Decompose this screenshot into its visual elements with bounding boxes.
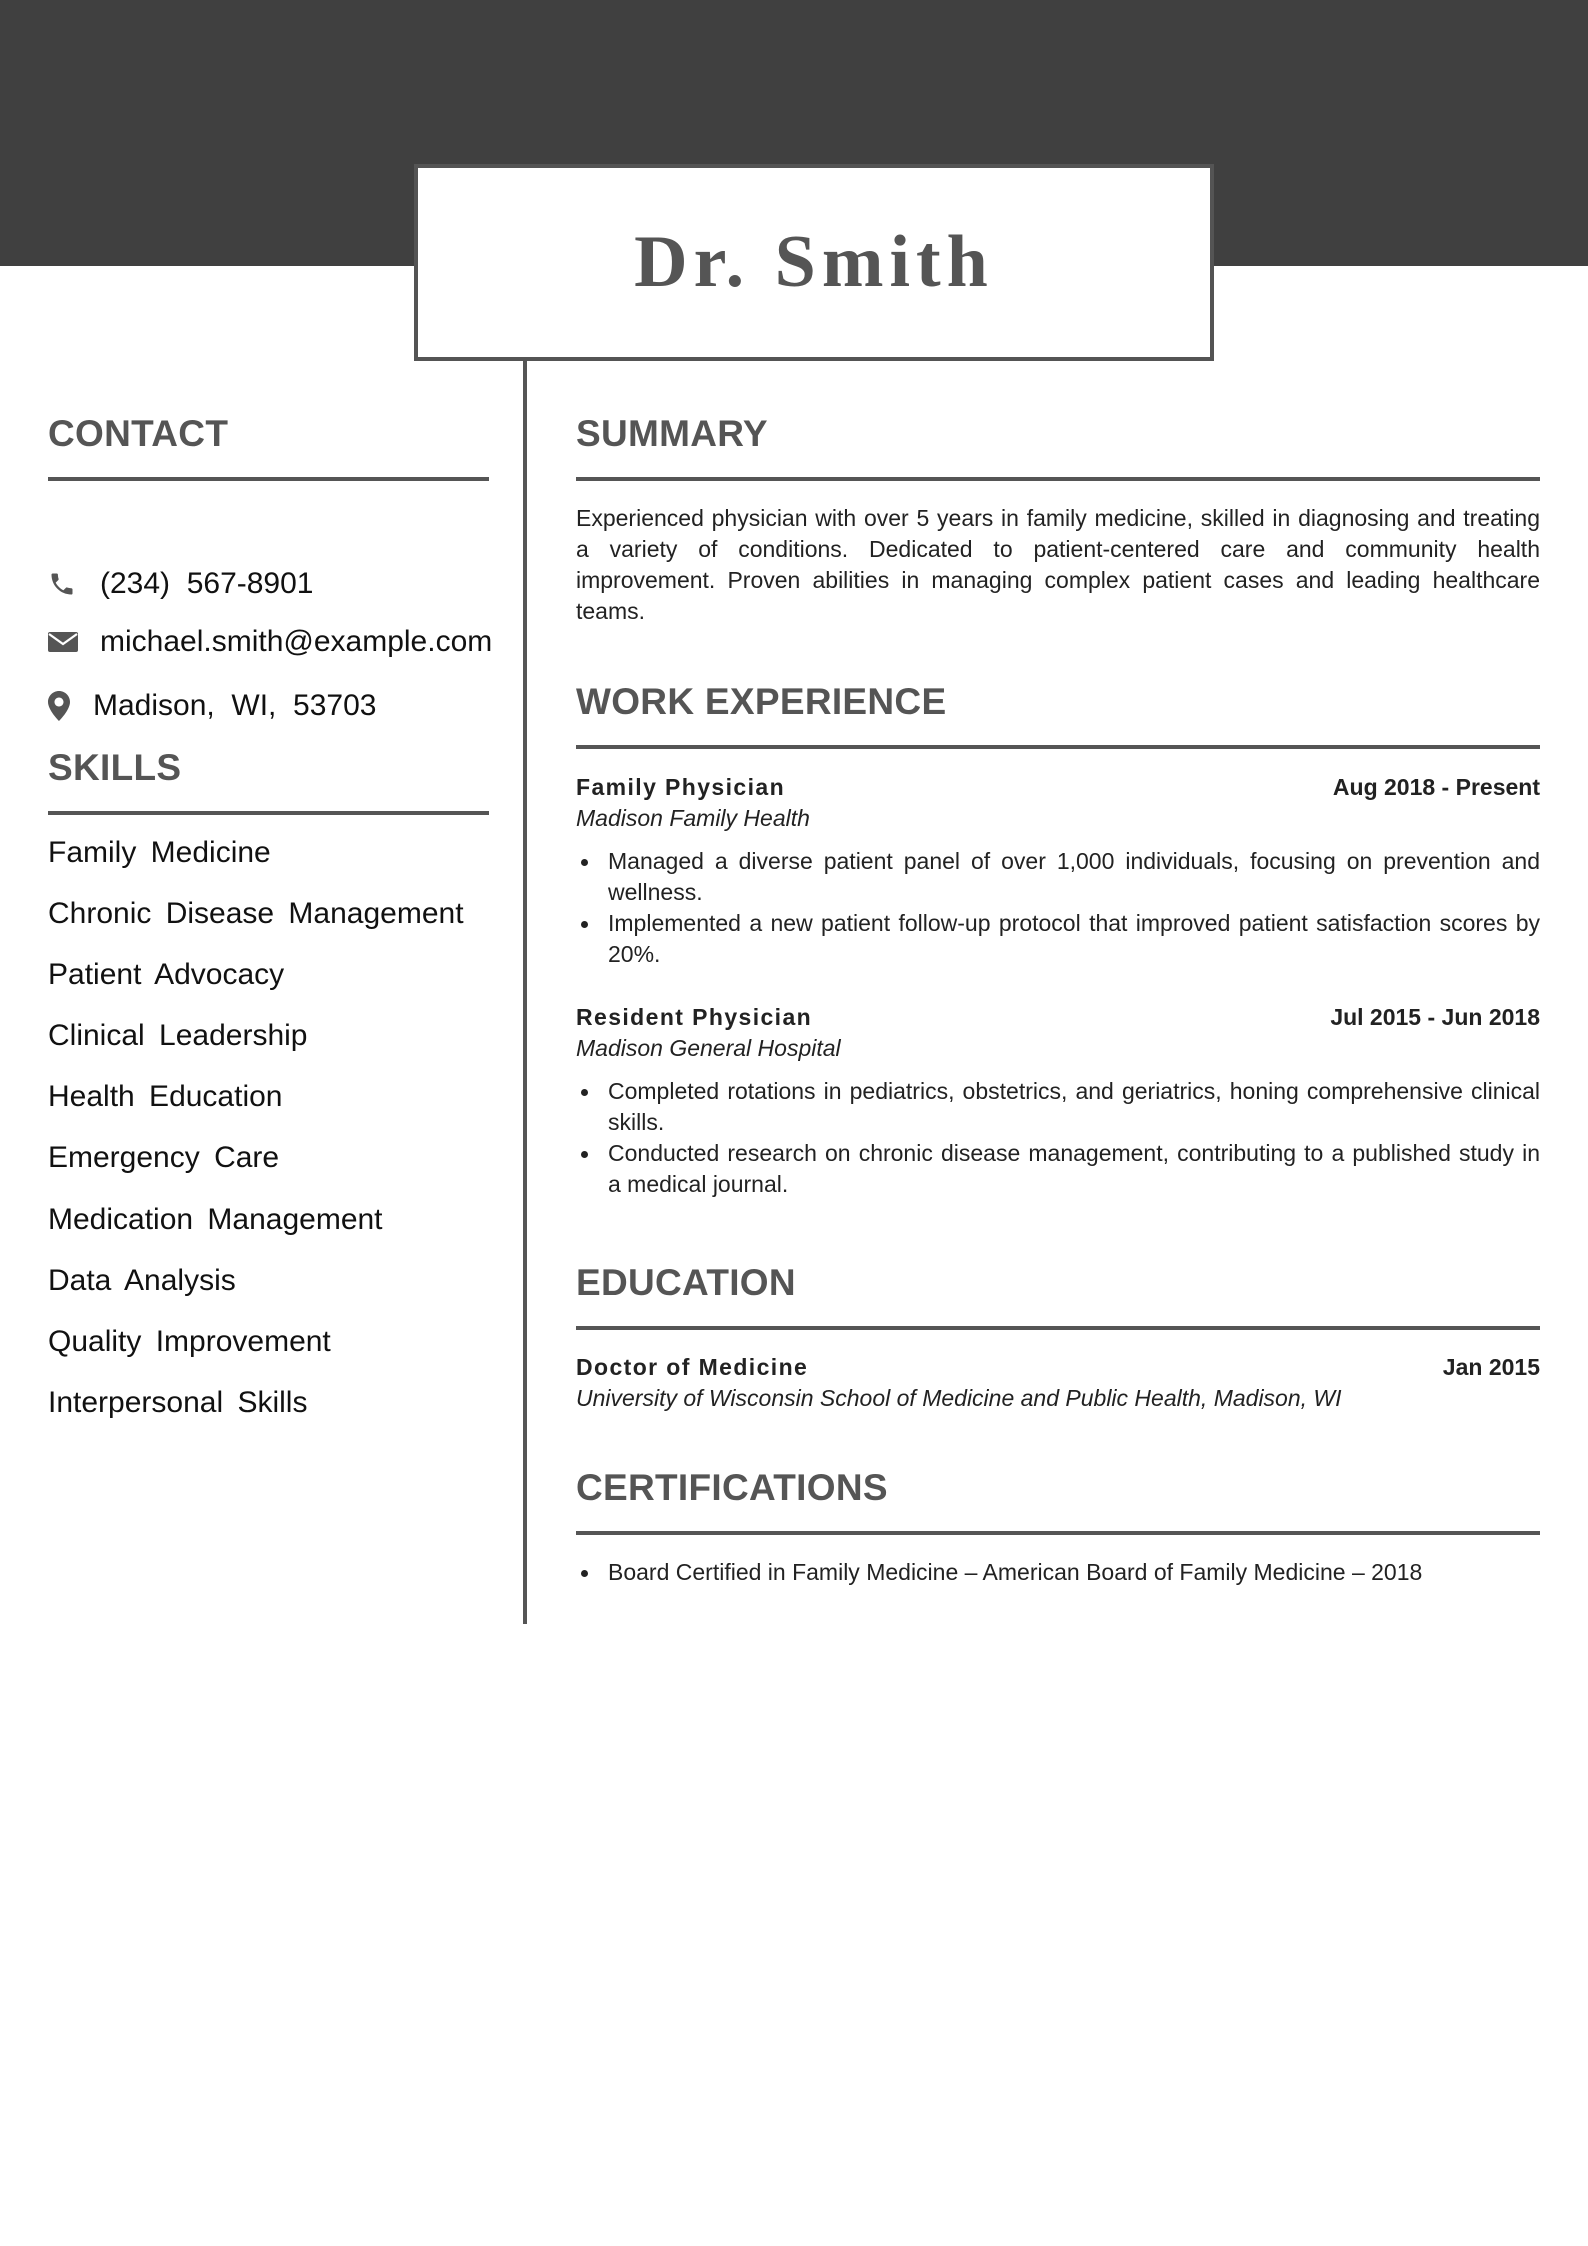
skill-item: Chronic Disease Management: [48, 897, 464, 930]
bullet-item: Conducted research on chronic disease management, contributing to a published study in a medical journal.: [576, 1138, 1540, 1200]
job-organization: Madison Family Health: [576, 805, 810, 831]
job-organization: Madison General Hospital: [576, 1035, 841, 1061]
certification-item: Board Certified in Family Medicine – American Board of Family Medicine – 2018: [576, 1557, 1540, 1588]
certification-list: [576, 1557, 1540, 1588]
skill-item: Quality Improvement: [48, 1325, 331, 1358]
contact-heading: CONTACT: [48, 413, 229, 454]
skill-item: Health Education: [48, 1080, 283, 1113]
certifications-heading: CERTIFICATIONS: [576, 1467, 888, 1508]
bullet-item: Implemented a new patient follow-up protocol that improved patient satisfaction scores by 20%.: [576, 908, 1540, 970]
skill-item: Emergency Care: [48, 1141, 280, 1174]
job-dates: Aug 2018 - Present: [1332, 774, 1540, 800]
skill-item: Family Medicine: [48, 836, 271, 869]
job-title: Resident Physician: [576, 1004, 813, 1030]
summary-rule: [576, 477, 1540, 481]
certifications-rule: [576, 1531, 1540, 1535]
skill-item: Medication Management: [48, 1203, 383, 1236]
skills-rule: [48, 811, 489, 815]
experience-rule: [576, 745, 1540, 749]
skill-item: Interpersonal Skills: [48, 1386, 308, 1419]
column-divider: [523, 361, 527, 1624]
school-name: University of Wisconsin School of Medicine and Public Health, Madison, WI: [576, 1385, 1342, 1411]
email-text: michael.smith@example.com: [100, 625, 493, 658]
phone-text: (234) 567-8901: [100, 567, 314, 600]
skill-item: Data Analysis: [48, 1264, 236, 1297]
degree-title: Doctor of Medicine: [576, 1354, 809, 1380]
summary-heading: SUMMARY: [576, 413, 768, 454]
job-bullets: [576, 1076, 1540, 1200]
experience-heading: WORK EXPERIENCE: [576, 681, 947, 722]
bullet-item: Managed a diverse patient panel of over 1,000 individuals, focusing on prevention and wellness.: [576, 846, 1540, 908]
skill-item: Patient Advocacy: [48, 958, 285, 991]
location-text: Madison, WI, 53703: [93, 689, 377, 722]
contact-rule: [48, 477, 489, 481]
skill-item: Clinical Leadership: [48, 1019, 308, 1052]
education-rule: [576, 1326, 1540, 1330]
name-box: [414, 164, 1214, 361]
degree-date: Jan 2015: [1442, 1354, 1540, 1380]
job-bullets: [576, 846, 1540, 970]
summary-text: Experienced physician with over 5 years in family medicine, skilled in diagnosing and treating a variety of conditions. Dedicated to patient-centered care and community health improvement. Proven abilities in managing complex patient cases and leading healthcare teams.: [576, 505, 1540, 624]
job-title: Family Physician: [576, 774, 786, 800]
job-dates: Jul 2015 - Jun 2018: [1330, 1004, 1540, 1030]
education-heading: EDUCATION: [576, 1262, 796, 1303]
skills-heading: SKILLS: [48, 747, 182, 788]
candidate-name: Dr. Smith: [634, 221, 994, 303]
bullet-item: Completed rotations in pediatrics, obstetrics, and geriatrics, honing comprehensive clinical skills.: [576, 1076, 1540, 1138]
